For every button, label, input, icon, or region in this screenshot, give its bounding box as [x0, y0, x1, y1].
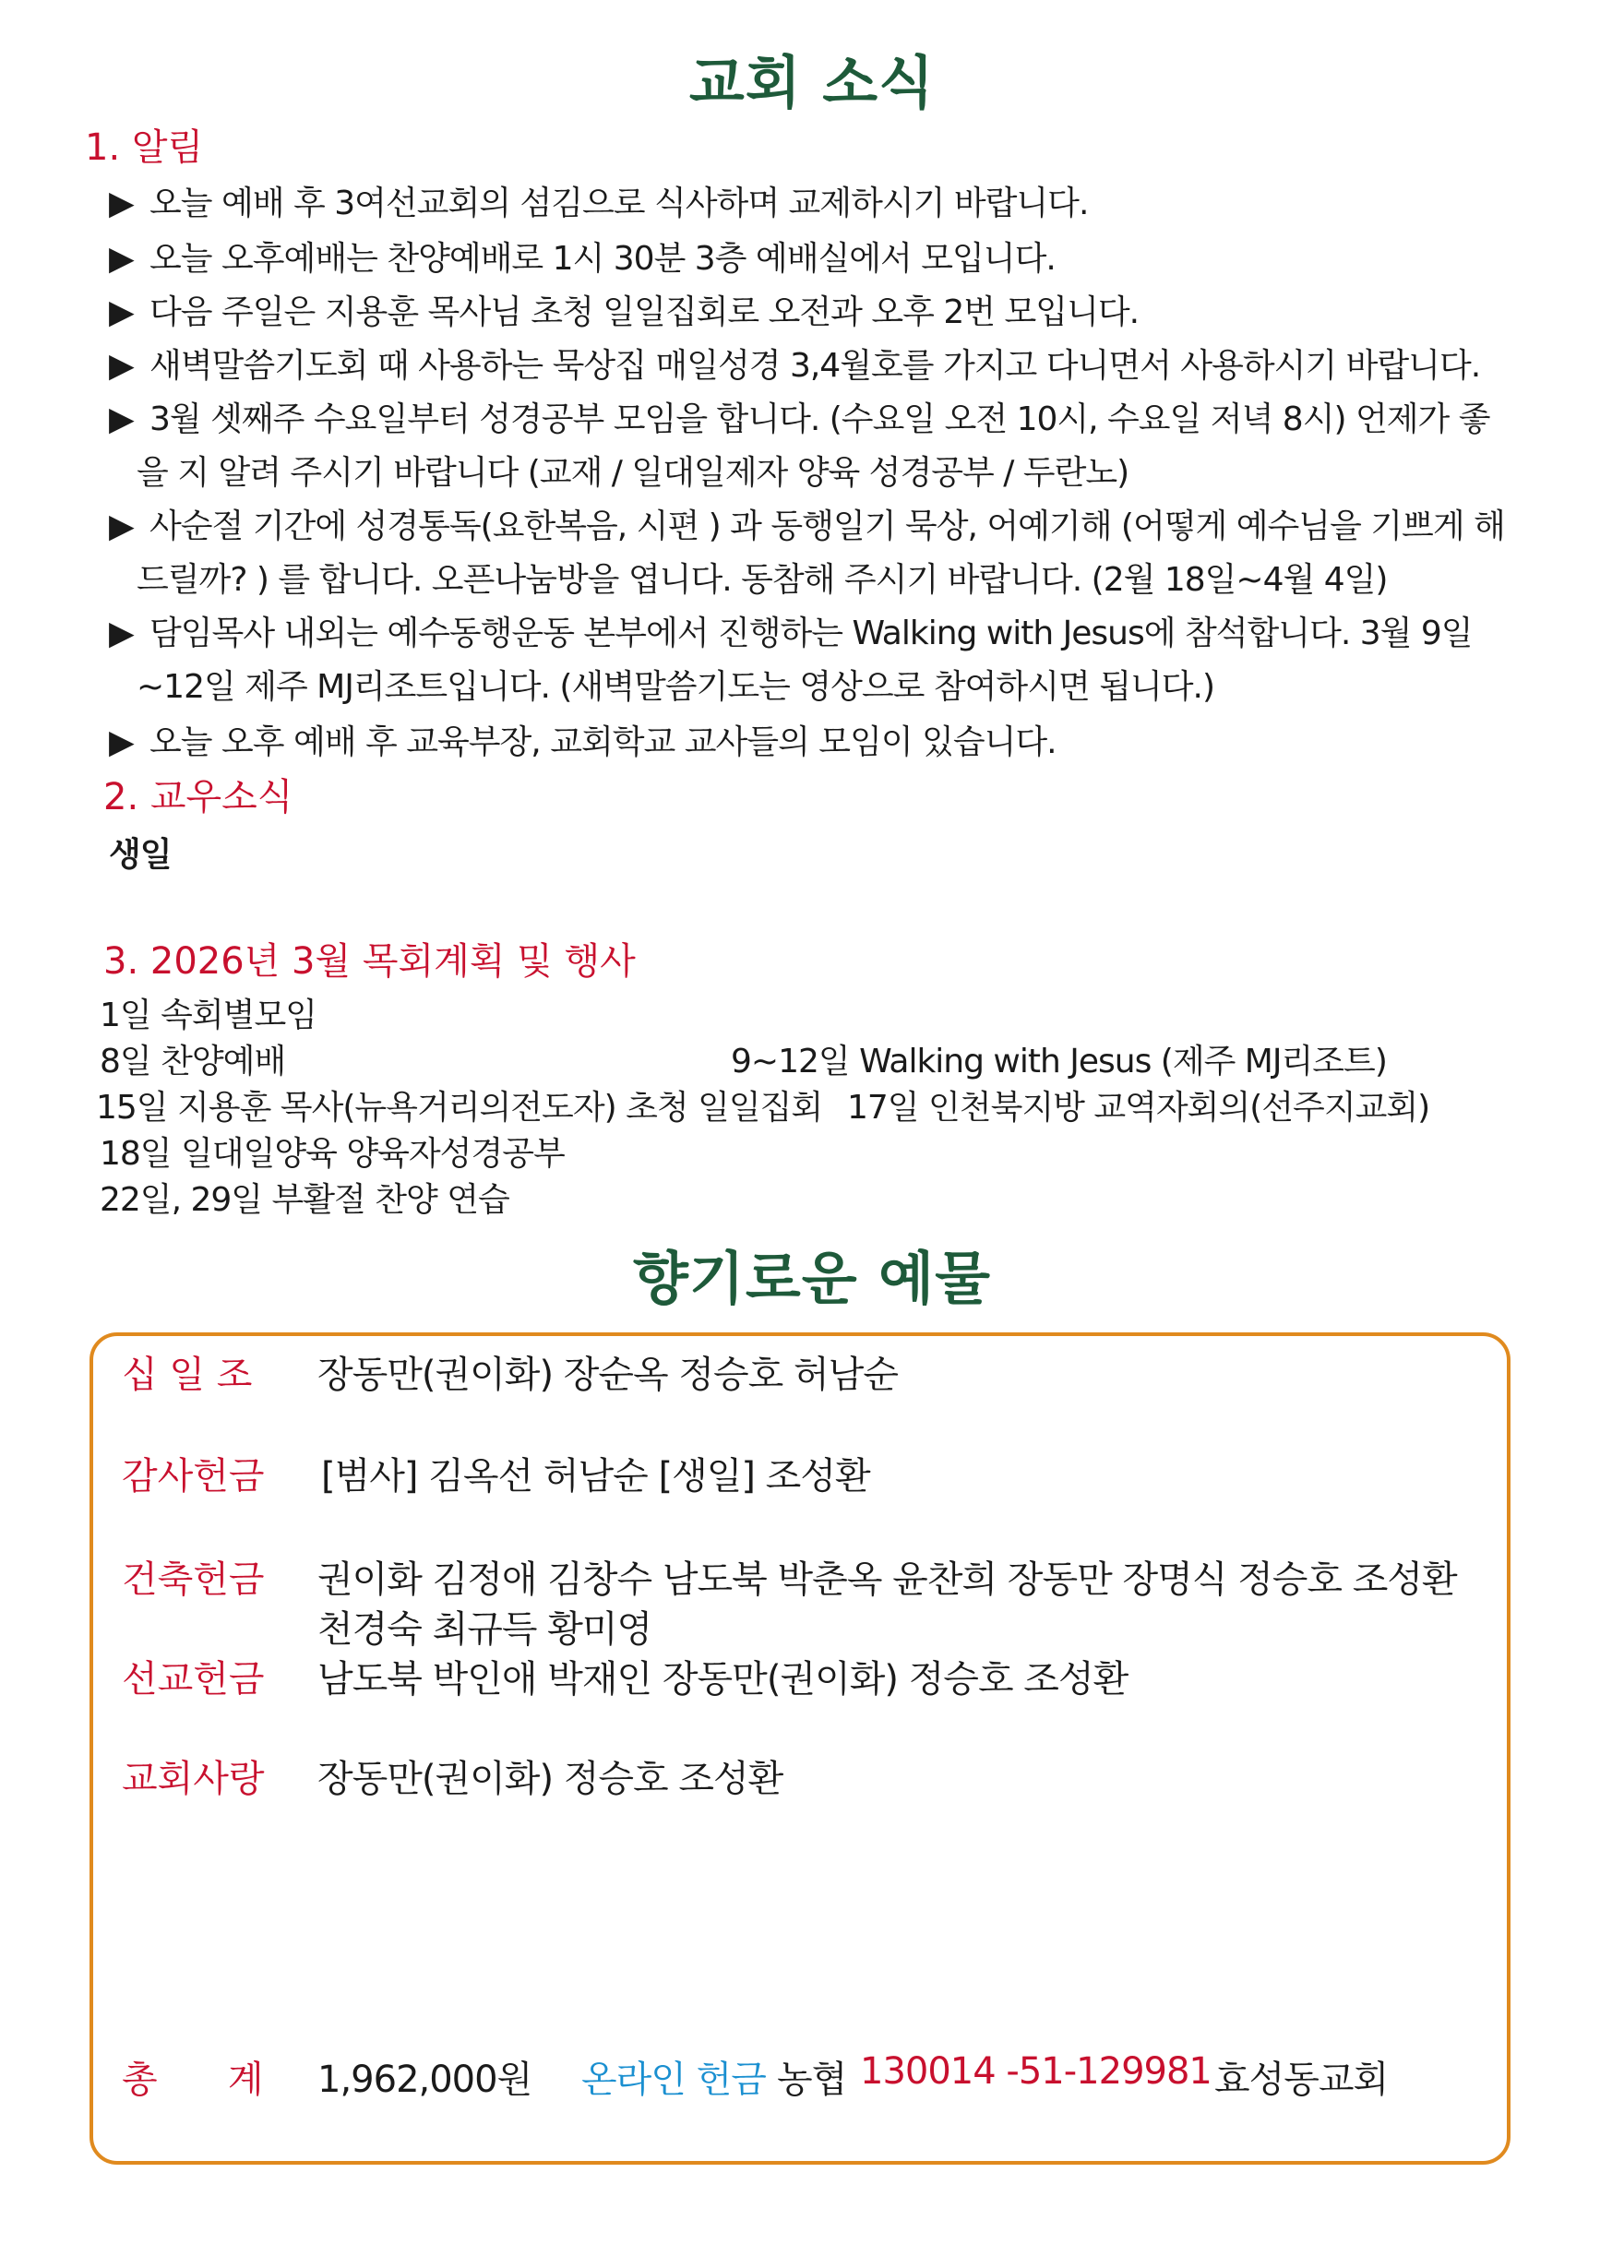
offering-label-tithe: 십 일 조: [122, 1354, 253, 1396]
offering-label-church-love: 교회사랑: [122, 1758, 265, 1800]
bullet-icon: ▶: [109, 507, 134, 545]
bullet-icon: ▶: [109, 400, 134, 438]
account-holder: 효성동교회: [1214, 2059, 1389, 2101]
bullet-icon: ▶: [109, 240, 134, 278]
online-offering-label: 온라인 헌금: [581, 2059, 766, 2101]
offering-value-thanks: [범사] 김옥선 허남순 [생일] 조성환: [321, 1455, 870, 1498]
announcement-item-continued: ~12일 제주 MJ리조트입니다. (새벽말씀기도는 영상으로 참여하시면 됩니다.): [137, 668, 1215, 706]
birthday-label: 생일: [109, 836, 172, 874]
offering-value-building-continued: 천경숙 최규득 황미영: [317, 1608, 652, 1651]
bullet-icon: ▶: [109, 293, 134, 331]
plan-item: 17일 인천북지방 교역자회의(선주지교회): [847, 1089, 1430, 1127]
offering-label-building: 건축헌금: [122, 1558, 265, 1601]
plan-item: 8일 찬양예배: [100, 1043, 286, 1080]
offering-value-building: 권이화 김정애 김창수 남도북 박춘옥 윤찬희 장동만 장명식 정승호 조성환: [317, 1558, 1457, 1601]
offering-value-church-love: 장동만(권이화) 정승호 조성환: [317, 1758, 783, 1800]
bullet-icon: ▶: [109, 723, 134, 761]
bullet-icon: ▶: [109, 615, 134, 652]
announcement-item-continued: 을 지 알려 주시기 바랍니다 (교재 / 일대일제자 양육 성경공부 / 두란노): [137, 454, 1129, 492]
page-title: 교회 소식: [688, 49, 936, 116]
total-amount: 1,962,000원: [317, 2059, 532, 2101]
announcement-item: ▶ 오늘 예배 후 3여선교회의 섬김으로 식사하며 교제하시기 바랍니다.: [109, 185, 1089, 222]
plan-item: 15일 지용훈 목사(뉴욕거리의전도자) 초청 일일집회: [96, 1089, 823, 1127]
account-number: 130014 -51-129981: [860, 2050, 1212, 2093]
announcement-item: ▶ 다음 주일은 지용훈 목사님 초청 일일집회로 오전과 오후 2번 모입니다.: [109, 293, 1140, 331]
offering-label-thanks: 감사헌금: [122, 1455, 265, 1498]
bullet-icon: ▶: [109, 347, 134, 385]
plan-item: 1일 속회별모임: [100, 997, 317, 1034]
members-heading: 2. 교우소식: [103, 776, 293, 818]
announcements-heading: 1. 알림: [85, 126, 204, 169]
announcement-item: ▶ 사순절 기간에 성경통독(요한복음, 시편 ) 과 동행일기 묵상, 어예기해 (어떻게 예수님을 기쁘게 해: [109, 507, 1505, 545]
offering-label-mission: 선교헌금: [122, 1658, 265, 1701]
plan-item: 18일 일대일양육 양육자성경공부: [100, 1135, 565, 1173]
announcement-item: ▶ 새벽말씀기도회 때 사용하는 묵상집 매일성경 3,4월호를 가지고 다니면서 사용하시기 바랍니다.: [109, 347, 1481, 385]
offering-value-tithe: 장동만(권이화) 장순옥 정승호 허남순: [317, 1354, 898, 1396]
bank-name: 농협: [777, 2059, 847, 2101]
total-label: 총 계: [122, 2059, 264, 2101]
announcement-item: ▶ 담임목사 내외는 예수동행운동 본부에서 진행하는 Walking with Jesus에 참석합니다. 3월 9일: [109, 615, 1473, 652]
announcement-item-continued: 드릴까? ) 를 합니다. 오픈나눔방을 엽니다. 동참해 주시기 바랍니다. (2월 18일~4월 4일): [137, 561, 1388, 599]
offering-title: 향기로운 예물: [633, 1245, 991, 1312]
announcement-item: ▶ 3월 셋째주 수요일부터 성경공부 모임을 합니다. (수요일 오전 10시, 수요일 저녁 8시) 언제가 좋: [109, 400, 1490, 438]
plan-item: 22일, 29일 부활절 찬양 연습: [100, 1181, 509, 1219]
plan-item: 9~12일 Walking with Jesus (제주 MJ리조트): [731, 1043, 1387, 1080]
announcement-item: ▶ 오늘 오후 예배 후 교육부장, 교회학교 교사들의 모임이 있습니다.: [109, 723, 1057, 761]
plans-heading: 3. 2026년 3월 목회계획 및 행사: [103, 940, 636, 983]
bullet-icon: ▶: [109, 185, 134, 222]
announcement-item: ▶ 오늘 오후예배는 찬양예배로 1시 30분 3층 예배실에서 모입니다.: [109, 240, 1056, 278]
offering-value-mission: 남도북 박인애 박재인 장동만(권이화) 정승호 조성환: [317, 1658, 1128, 1701]
